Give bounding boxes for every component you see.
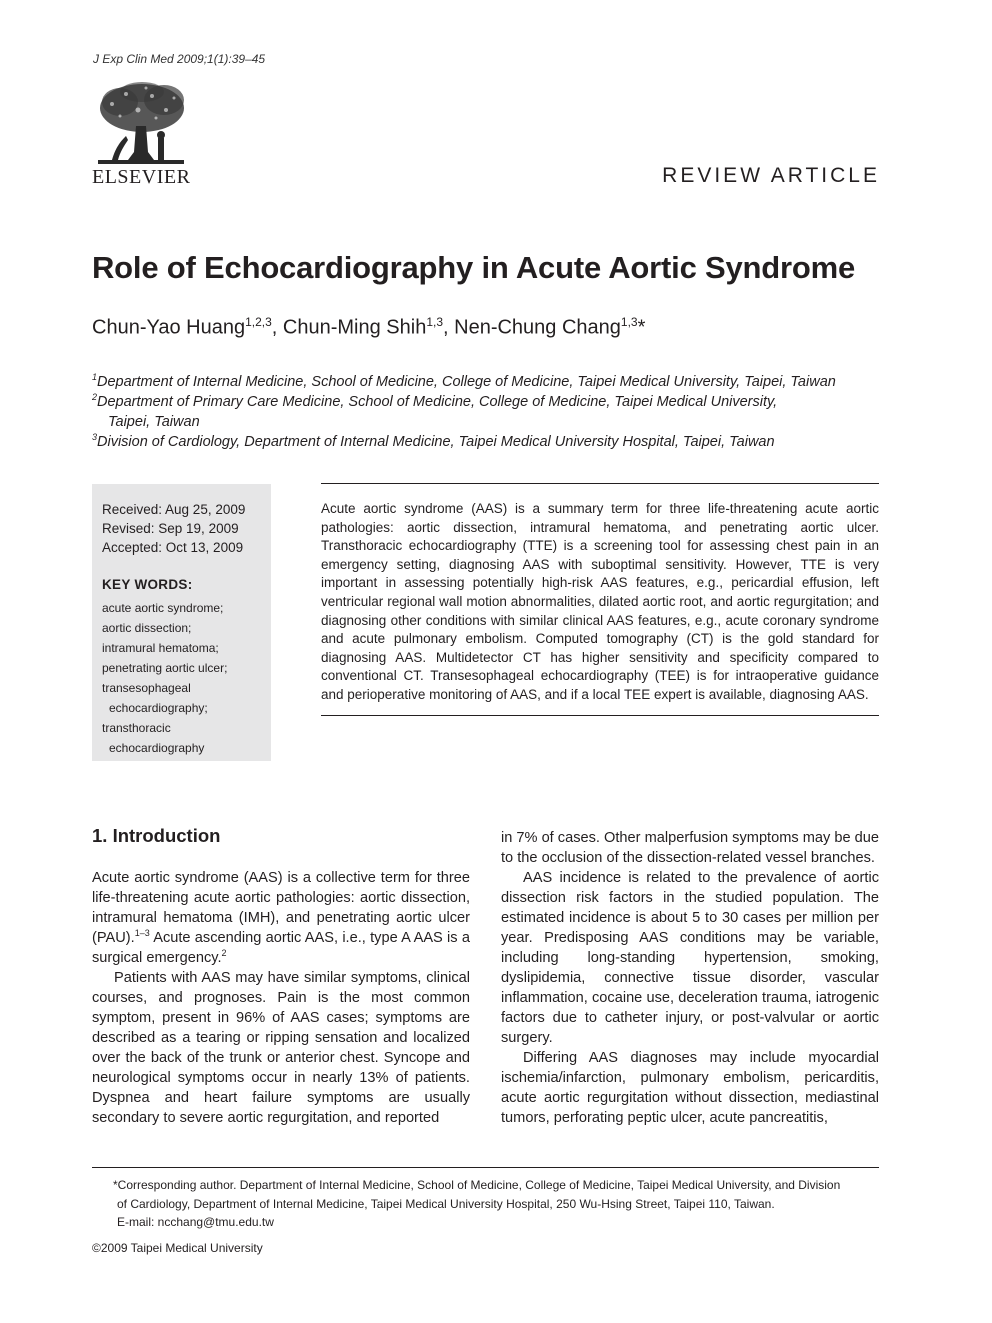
corresponding-author-footnote: [113, 1176, 883, 1232]
author-separator: *: [637, 316, 646, 339]
body-column-right: [501, 828, 879, 1128]
citation-ref: 1–3: [134, 928, 150, 939]
author-name: Chun-Ming Shih: [282, 316, 427, 339]
author-name: Chun-Yao Huang: [92, 316, 246, 339]
keyword-item: acute aortic syndrome;: [102, 601, 224, 615]
author-list: [92, 315, 645, 340]
body-text: Acute ascending aortic AAS, i.e., type A AAS is a surgical emergency.: [92, 930, 470, 966]
keywords-heading: KEY WORDS:: [102, 577, 193, 592]
body-paragraph: Patients with AAS may have similar symptoms, clinical courses, and prognoses. Pain is the most common symptom, present in 96% of AAS cases; symptoms are described as a tearing or ripping sensation and localized over the back of the trunk or anterior chest. Syncope and neurological symptoms occur in nearly 13% of patients. Dyspnea and heart failure symptoms are usually secondary to severe aortic regurgitation, and reported: [92, 970, 470, 1126]
copyright-notice: ©2009 Taipei Medical University: [92, 1241, 263, 1255]
affiliation: [92, 427, 892, 452]
revised-date: Revised: Sep 19, 2009: [102, 521, 239, 536]
footnote-email: E-mail: ncchang@tmu.edu.tw: [117, 1215, 274, 1229]
body-column-left: [92, 868, 470, 1128]
author-name: Nen-Chung Chang: [454, 316, 621, 339]
affiliation: [92, 387, 892, 432]
affiliation-number: 2: [92, 392, 98, 402]
article-dates: [102, 500, 245, 557]
affiliation-text: Department of Primary Care Medicine, School of Medicine, College of Medicine, Taipei Medical University,: [97, 393, 778, 410]
footnote-line: of Cardiology, Department of Internal Medicine, Taipei Medical University Hospital, 250 Wu-Hsing Street, Taipei 110, Taiwan.: [117, 1196, 775, 1211]
keyword-item: aortic dissection;: [102, 621, 192, 635]
affiliation-number: 3: [92, 432, 98, 442]
publisher-name: ELSEVIER: [92, 166, 191, 188]
keyword-item: echocardiography;: [109, 701, 208, 715]
accepted-date: Accepted: Oct 13, 2009: [102, 540, 244, 555]
article-type: REVIEW ARTICLE: [662, 164, 880, 187]
author-separator: ,: [443, 316, 455, 339]
abstract-text: Acute aortic syndrome (AAS) is a summary term for three life-threatening acute aortic pathologies: aortic dissection, intramural hematoma, and penetrating aortic ulcer. Transthoracic echocardiography (TTE) is a screening tool for assessing chest pain in an emergency setting, diagnosing AAS with suboptimal sensitivity. However, TTE is very important in assessing potentially high-risk AAS features, e.g., pericardial effusion, left ventricular regional wall motion abnormalities, dilated aortic root, and aortic regurgitation; and diagnosing other conditions with similar clinical AAS features, e.g., acute coronary syndrome and acute pulmonary embolism. Computed tomography (CT) is the gold standard for diagnosing AAS. Multidetector CT has higher sensitivity and specificity compared to conventional CT. Transesophageal echocardiography (TEE) is for intraoperative guidance and perioperative monitoring of AAS, and if a local TEE expert is available, diagnosing AAS.: [321, 501, 879, 702]
author-affil-sup: 1,3: [620, 315, 638, 329]
citation-ref: 2: [221, 948, 227, 959]
received-date: Received: Aug 25, 2009: [102, 502, 246, 517]
article-info-sidebar: [92, 484, 271, 761]
keyword-item: penetrating aortic ulcer;: [102, 661, 228, 675]
body-paragraph: [92, 868, 470, 968]
keyword-item: transesophageal: [102, 681, 191, 695]
affiliation-text-cont: Taipei, Taiwan: [108, 413, 200, 430]
keyword-item: transthoracic: [102, 721, 171, 735]
author-separator: ,: [271, 316, 283, 339]
section-heading-introduction: 1. Introduction: [92, 825, 221, 846]
author-affil-sup: 1,2,3: [245, 315, 272, 329]
affiliation-text: Department of Internal Medicine, School of Medicine, College of Medicine, Taipei Medical University, Taipei, Taiwan: [97, 373, 836, 390]
body-paragraph: in 7% of cases. Other malperfusion symptoms may be due to the occlusion of the dissection-related vessel branches.: [501, 830, 879, 866]
body-text: Acute aortic syndrome (AAS) is a collective term for three life-threatening acute aortic pathologies: aortic dissection, intramural hematoma (IMH), and penetrating aortic ulcer (PAU).: [92, 870, 470, 946]
author-affil-sup: 1,3: [426, 315, 444, 329]
footnote-line: *Corresponding author. Department of Internal Medicine, School of Medicine, College of Medicine, Taipei Medical University, and Division: [113, 1178, 841, 1192]
body-paragraph: AAS incidence is related to the prevalence of aortic dissection risk factors in the studied population. The estimated incidence is about 5 to 30 cases per million per year. Predisposing AAS conditions may be variable, including long-standing hypertension, smoking, dyslipidemia, connective tissue disorder, vascular inflammation, cocaine use, deceleration trauma, iatrogenic factors due to catheter injury, or post-valvular or aortic surgery.: [501, 870, 879, 1046]
article-title: Role of Echocardiography in Acute Aortic Syndrome: [92, 250, 856, 285]
keywords-list: [102, 598, 227, 758]
keyword-item: intramural hematoma;: [102, 641, 219, 655]
journal-citation: J Exp Clin Med 2009;1(1):39–45: [93, 52, 266, 66]
affiliation-text: Division of Cardiology, Department of Internal Medicine, Taipei Medical University Hospital, Taipei, Taiwan: [97, 433, 775, 450]
abstract-bottom-rule: [321, 715, 879, 716]
footnote-rule: [92, 1167, 879, 1168]
body-paragraph: Differing AAS diagnoses may include myocardial ischemia/infarction, pulmonary embolism, pericarditis, acute aortic regurgitation without dissection, mediastinal tumors, perforating peptic ulcer, acute pancreatitis,: [501, 1050, 879, 1126]
affiliation-number: 1: [92, 372, 98, 382]
abstract-top-rule: [321, 483, 879, 484]
keyword-item: echocardiography: [109, 741, 205, 755]
